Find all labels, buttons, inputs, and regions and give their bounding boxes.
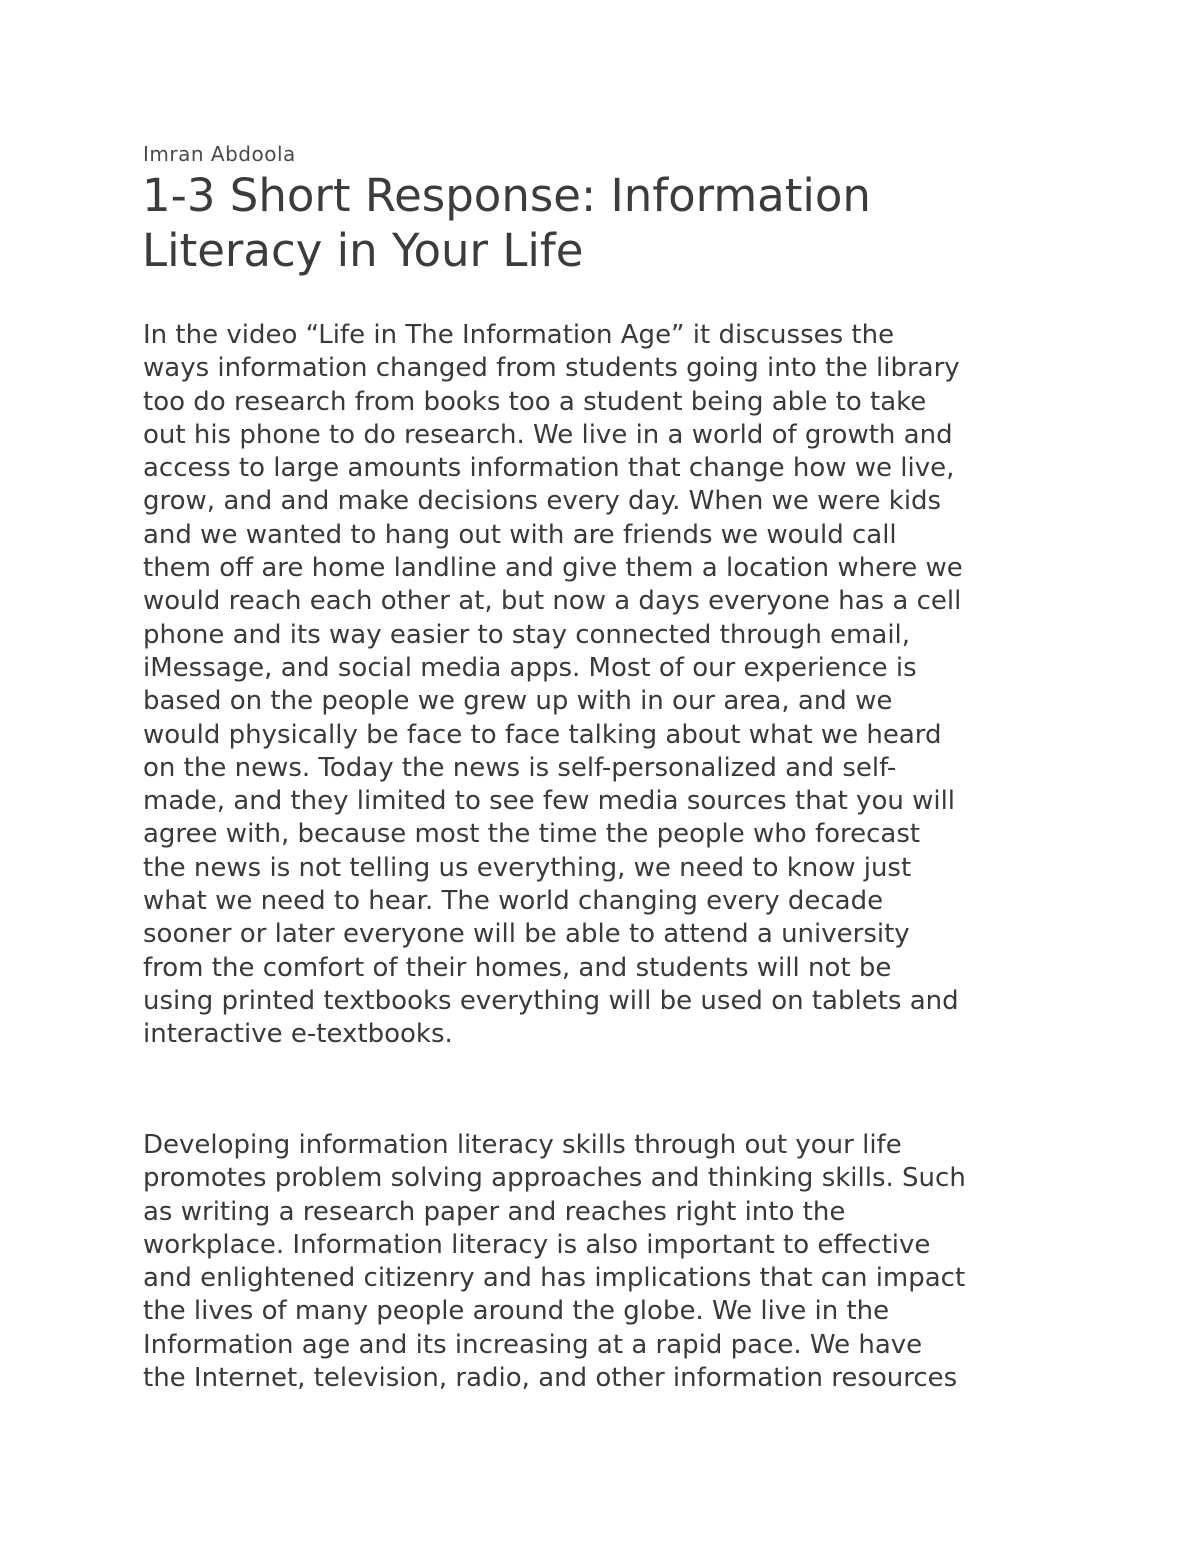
paragraph-line: the lives of many people around the globe. We live in the	[143, 1296, 890, 1327]
paragraph-line: and we wanted to hang out with are friends we would call	[143, 519, 897, 550]
paragraph-line: phone and its way easier to stay connected through email,	[143, 619, 911, 650]
title-line: Literacy in Your Life	[142, 224, 584, 277]
paragraph-line: the Internet, television, radio, and other information resources	[143, 1363, 958, 1394]
paragraph-line: ways information changed from students going into the library	[143, 353, 960, 384]
paragraph-line: them off are home landline and give them a location where we	[143, 553, 963, 584]
paragraph-line: made, and they limited to see few media sources that you will	[143, 786, 956, 817]
author-name: Imran Abdoola	[143, 142, 296, 166]
paragraph-line: sooner or later everyone will be able to attend a university	[143, 919, 910, 950]
paragraph-line: and enlightened citizenry and has implications that can impact	[143, 1263, 966, 1294]
paragraph-line: on the news. Today the news is self-personalized and self-	[143, 752, 897, 783]
paragraph-line: workplace. Information literacy is also important to effective	[143, 1229, 931, 1260]
paragraph-line: as writing a research paper and reaches right into the	[143, 1196, 846, 1227]
paragraph-line: out his phone to do research. We live in a world of growth and	[143, 419, 953, 450]
paragraph-line: based on the people we grew up with in our area, and we	[143, 686, 893, 717]
paragraph-line: from the comfort of their homes, and students will not be	[143, 952, 892, 983]
paragraph-line: promotes problem solving approaches and thinking skills. Such	[143, 1163, 966, 1194]
paragraph-line: In the video “Life in The Information Age” it discusses the	[143, 320, 895, 350]
body-paragraph-1	[143, 319, 1073, 1052]
paragraph-line: interactive e-textbooks.	[143, 1019, 453, 1050]
paragraph-line: would reach each other at, but now a days everyone has a cell	[143, 586, 962, 617]
paragraph-line: would physically be face to face talking about what we heard	[143, 719, 942, 750]
paragraph-line: using printed textbooks everything will be used on tablets and	[143, 985, 959, 1016]
paragraph-line: iMessage, and social media apps. Most of our experience is	[143, 652, 917, 683]
paragraph-line: agree with, because most the time the people who forecast	[143, 819, 921, 850]
paragraph-line: access to large amounts information that change how we live,	[143, 453, 955, 484]
paragraph-line: what we need to hear. The world changing every decade	[143, 886, 884, 917]
paragraph-line: the news is not telling us everything, we need to know just	[143, 852, 912, 883]
body-paragraph-2	[143, 1129, 1073, 1395]
paragraph-line: too do research from books too a student being able to take	[143, 386, 927, 417]
document-title	[142, 168, 1082, 278]
paragraph-line: Developing information literacy skills through out your life	[143, 1130, 902, 1160]
title-line: 1-3 Short Response: Information	[142, 169, 871, 222]
paragraph-line: grow, and and make decisions every day. When we were kids	[143, 486, 942, 517]
paragraph-line: Information age and its increasing at a rapid pace. We have	[143, 1329, 923, 1360]
